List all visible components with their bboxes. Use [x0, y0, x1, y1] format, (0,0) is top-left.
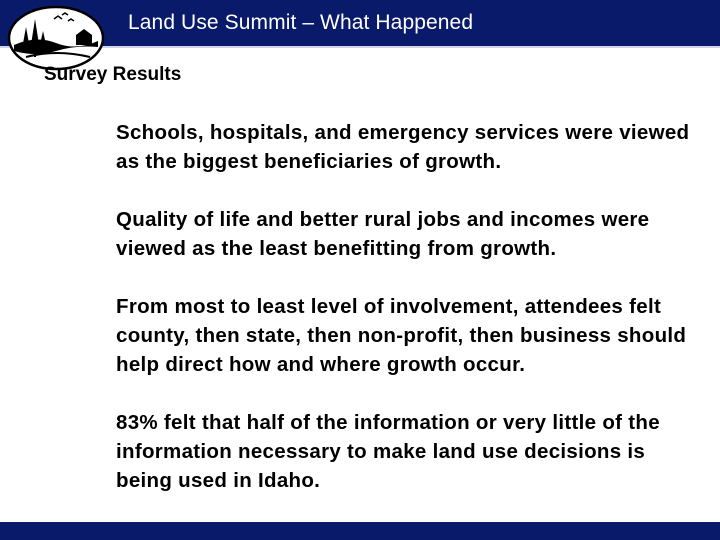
- list-item: From most to least level of involvement, attendees felt county, then state, then non-profit, then business should help direct how and where growth occur.: [116, 295, 687, 376]
- title-bar: [0, 0, 720, 48]
- footer-bar: [0, 522, 720, 540]
- landscape-logo-icon: [6, 5, 106, 71]
- section-subtitle: Survey Results: [44, 64, 182, 85]
- list-item: 83% felt that half of the information or very little of the information necessary to make land use decisions is being used in Idaho.: [116, 411, 660, 492]
- bullet-list: [116, 118, 706, 524]
- list-item: Schools, hospitals, and emergency services were viewed as the biggest beneficiaries of growth.: [116, 121, 690, 173]
- list-item: Quality of life and better rural jobs and incomes were viewed as the least benefitting from growth.: [116, 208, 650, 260]
- slide-title: Land Use Summit – What Happened: [128, 11, 474, 34]
